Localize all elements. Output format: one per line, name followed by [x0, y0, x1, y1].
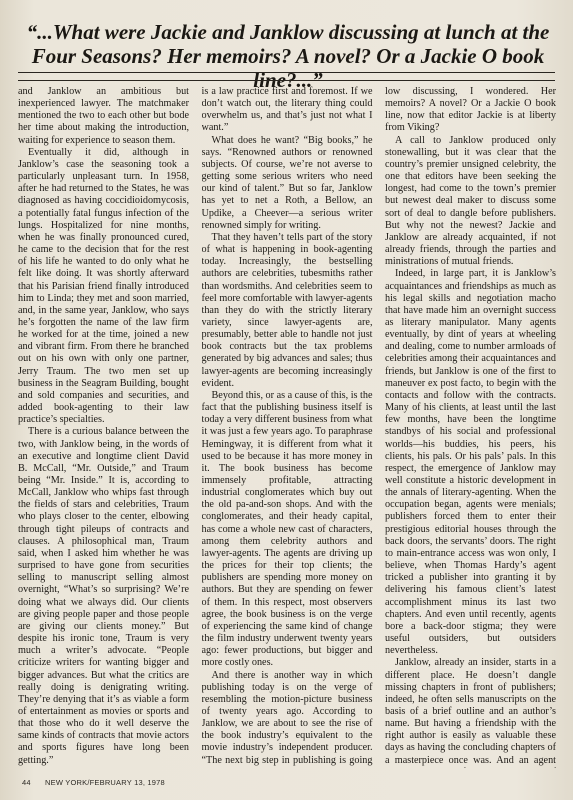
- paragraph: Indeed, in large part, it is Janklow’s acquaintances and friendships as much as his legal skills and negotiation macho that have made him an overnight success as literary manipulator. Many agents eventually, by dint of years at wheeling and dealing, come to number armloads of celebrities among their acquaintances and friends, but Janklow is one of the first to maneuver ex post facto, to begin with the contacts and follow with the contracts. Many of his clients, at least until the last few months, have been the longtime standbys of his social and professional worlds—his buddies, his peers, his clients, his pals. Or his pals’ pals. In this respect, the emergence of Janklow may well constitute a historic development in the annals of literary-agenting. When the occupation began, agents were menials; publishers forced them to enter their prestigious editorial houses through the back doors, the servants’ doors. The right to main-entrance access was won only, I believe, when Thomas Hardy’s agent tricked a publisher into granting it by delivering his famous client’s latest accomplishment minus its last two chapters. And even until recently, agents bore a back-door stigma; they were useful outsiders, but outsiders nevertheless.: [385, 268, 556, 657]
- pull-quote-rule-bottom: [18, 80, 555, 81]
- text-column-2: [202, 86, 373, 768]
- paragraph: There is a curious balance between the two, with Janklow being, in the words of an executive and longtime client David B. McCall, “Mr. Outside,” and Traum being “Mr. Inside.” It is, according to McCall, Janklow who whips fast through the fields of stars and celebrities, Traum who plays closer to the center, elbowing through tight pileups of contracts and clauses. A philosophical man, Traum said, when I asked him whether he was surprised to have gone from securities selling to manuscript selling almost overnight, “What’s so surprising? We’re doing what we always did. Our clients are giving people paper and those people are giving our clients money.” But despite his ironic tone, Traum is very much a writer’s advocate. “People criticize writers for wanting bigger and bigger advances. But what the critics are really doing is denigrating writing. They’re denying that it’s as viable a form of entertainment as movies or sports and that those who do it well deserve the same kinds of contracts that movie actors and sports figures have long been getting.”: [18, 426, 189, 766]
- text-column-3: [385, 86, 556, 768]
- issue-line: NEW YORK/FEBRUARY 13, 1978: [45, 778, 165, 787]
- text-column-1: [18, 86, 189, 768]
- paragraph: That they haven’t tells part of the story of what is happening in book-agenting today. Increasingly, the bestselling authors are celebrities, tubesmiths rather than wordsmiths. And celebrities seem to feel more comfortable with lawyer-agents than they do with the strictly literary variety, since lawyer-agents are, presumably, better able to handle not just book contracts but the tax problems generated by big advances and sales; thus lawyer-agents are becoming increasingly evident.: [201, 231, 373, 389]
- pull-quote-rule-top: [18, 72, 555, 73]
- paragraph: is a law practice first and foremost. If we don’t watch out, the literary thing could overwhelm us, and that’s just not what I want.”: [201, 86, 373, 134]
- paragraph: What does he want? “Big books,” he says. “Renowned authors or renowned subjects. Of course, we’re not averse to getting some serious writers who need our kind of talent.” But so far, Janklow has yet to net a Roth, a Bellow, an Updike, a Cheever—a serious writer renowned simply for writing.: [201, 134, 373, 231]
- article-body: [18, 86, 556, 768]
- paragraph: low discussing, I wondered. Her memoirs? A novel? Or a Jackie O book line, now that editor Jackie is at liberty from Viking?: [385, 86, 556, 134]
- page-number: 44: [22, 778, 31, 787]
- paragraph: And there is another way in which publishing today is on the verge of resembling the motion-picture business of twenty years ago. According to Janklow, we are about to see the rise of the book industry’s equivalent to the movie industry’s independent producer. “The next big step in publishing is going: [201, 669, 373, 766]
- paragraph: Beyond this, or as a cause of this, is the fact that the publishing business itself is today a very different business from what it was just a few years ago. To paraphrase Hemingway, it is different from what it used to be because it has more money in it. The book business has become immensely profitable, attracting industrial conglomerates which buy out the old pa-and-son shops. And with the conglomerates, and their heady capital, has come a whole new cast of characters, among them celebrity authors and lawyer-agents. The agents are driving up the prices for their top clients; the publishers are spending more money on authors. But they are spending on fewer of them. In this respect, most observers agree, the book business is on the verge of experiencing the same kind of change the film industry underwent twenty years ago: fewer productions, but bigger and more costly ones.: [201, 389, 373, 669]
- paragraph: A call to Janklow produced only stonewalling, but it was clear that the country’s premier unsigned celebrity, the one that editors have been seeking the longest, had come to the town’s premier but newest deal maker to discuss some sort of deal to dangle before publishers. But why not the newest? Jackie and Janklow are already acquainted, if not already friends, through the parties and ministrations of mutual friends.: [385, 134, 556, 268]
- paragraph: Eventually it did, although in Janklow’s case the seasoning took a particularly unpleasant turn. In 1958, after he had returned to the States, he was diagnosed as having coccidioidomycosis, a potentially fatal fungus infection of the lungs. Hospitalized for nine months, when he was finally pronounced cured, he came to the decision that for the rest of his life he wanted to do only what he felt like doing. It was shortly afterward that his Parisian friend finally introduced him to Linda; they met and soon married, and, in the same year, Janklow, who says he’s forgotten the name of the law firm he worked for at the time, joined a new and vibrant firm. From there he branched out on his own with only one partner, Jerry Traum. The two men set up business in the Seagram Building, bought and sold companies and securities, and added book-agenting to their law practice’s specialties.: [18, 146, 189, 426]
- paragraph: [18, 767, 189, 768]
- pull-quote: “...What were Jackie and Janklow discussing at lunch at the Four Seasons? Her memoirs? A novel? Or a Jackie O book line?...”: [26, 20, 550, 92]
- paragraph: Janklow, already an insider, starts in a different place. He doesn’t dangle missing chapters in front of publishers; indeed, he often sells manuscripts on the basis of a brief outline and an author’s name. But having a friendship with the right author is easily as valuable these days as having the concluding chapters of a masterpiece once was. And an agent: [385, 657, 556, 766]
- page-footer: [22, 778, 177, 787]
- paragraph: and Janklow an ambitious but inexperienced lawyer. The matchmaker mentioned the two to each other but bode her time about making the introduction, waiting for experience to season them.: [18, 86, 189, 146]
